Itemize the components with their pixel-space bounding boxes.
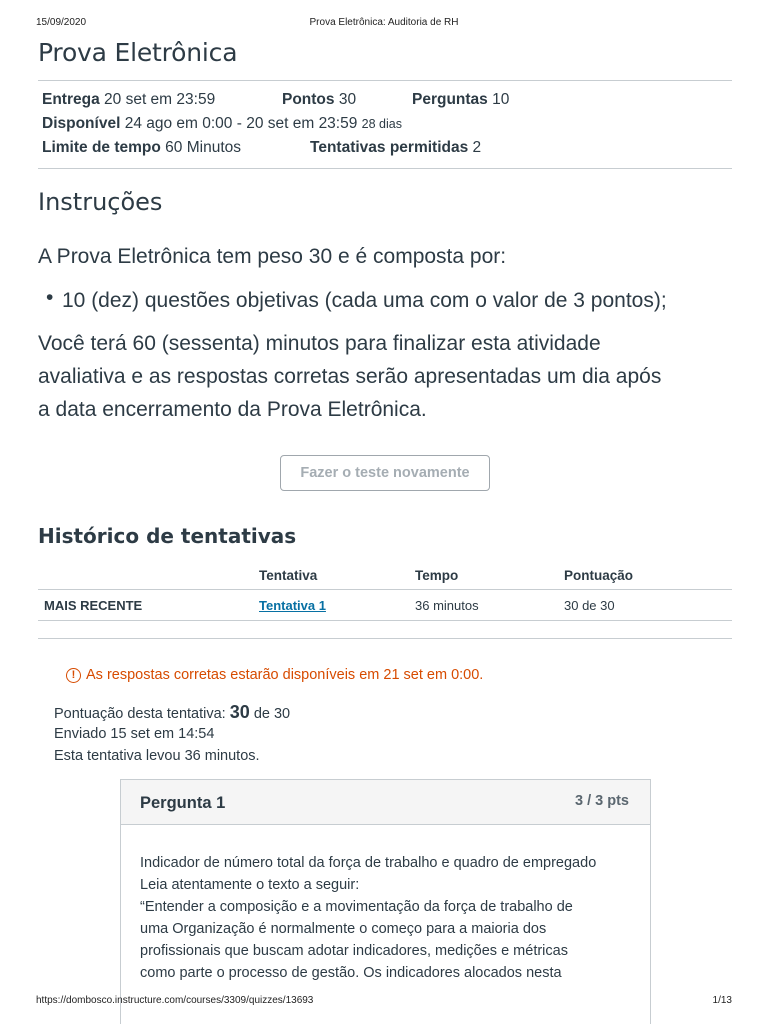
history-table-header — [38, 564, 732, 590]
question-header — [121, 780, 650, 825]
print-date: 15/09/2020 — [36, 17, 87, 28]
question-line: profissionais que buscam adotar indicadores, medições e métricas — [140, 943, 568, 959]
question-title: Pergunta 1 — [140, 794, 226, 812]
instructions-title: Instruções — [38, 188, 163, 216]
disponivel-days: 28 dias — [361, 117, 402, 131]
page-number: 1/13 — [712, 995, 732, 1006]
most-recent-label: MAIS RECENTE — [44, 598, 143, 613]
divider — [38, 638, 732, 639]
instructions-line: avaliativa e as respostas corretas serão apresentadas um dia após — [38, 365, 662, 388]
perguntas-block — [412, 91, 509, 109]
tentativas-block — [310, 139, 481, 157]
disponivel-label: Disponível — [42, 115, 121, 132]
table-row — [38, 590, 732, 621]
instructions-line: Você terá 60 (sessenta) minutos para finalizar esta atividade — [38, 332, 601, 355]
meta-row-1 — [42, 91, 215, 109]
question-body — [140, 852, 640, 984]
score-value: 30 — [229, 702, 250, 722]
tentativas-label: Tentativas permitidas — [310, 139, 469, 156]
column-header-attempt: Tentativa — [259, 568, 318, 583]
print-url: https://dombosco.instructure.com/courses/3309/quizzes/13693 — [36, 995, 314, 1006]
print-document-title: Prova Eletrônica: Auditoria de RH — [309, 17, 459, 28]
tentativas-value: 2 — [472, 139, 482, 156]
entrega-value: 20 set em 23:59 — [104, 91, 216, 108]
attempt-score: 30 de 30 — [564, 598, 615, 613]
divider — [38, 168, 732, 169]
pontos-label: Pontos — [282, 91, 335, 108]
limite-label: Limite de tempo — [42, 139, 161, 156]
attempt-time: 36 minutos — [415, 598, 479, 613]
submitted-time: Enviado 15 set em 14:54 — [54, 726, 215, 742]
instructions-line: a data encerramento da Prova Eletrônica. — [38, 398, 427, 421]
warning-circle-icon: ! — [66, 668, 81, 683]
divider — [38, 80, 732, 81]
attempt-score-line — [54, 702, 290, 723]
perguntas-label: Perguntas — [412, 91, 488, 108]
pontos-value: 30 — [338, 91, 357, 108]
attempt-duration: Esta tentativa levou 36 minutos. — [54, 748, 260, 764]
question-line: como parte o processo de gestão. Os indicadores alocados nesta — [140, 965, 562, 981]
disponivel-value: 24 ago em 0:00 - 20 set em 23:59 — [124, 115, 358, 132]
retake-quiz-button[interactable]: Fazer o teste novamente — [280, 455, 490, 491]
instructions-intro: A Prova Eletrônica tem peso 30 e é composta por: — [38, 245, 507, 268]
question-points: 3 / 3 pts — [575, 793, 629, 809]
print-footer — [36, 995, 732, 1009]
limite-value: 60 Minutos — [165, 139, 241, 156]
bullet-dot: • — [46, 286, 54, 309]
instructions-paragraph — [38, 327, 738, 426]
question-card — [120, 779, 651, 1024]
page-title: Prova Eletrônica — [38, 38, 238, 67]
meta-row-2 — [42, 115, 402, 133]
score-total: de 30 — [253, 706, 291, 722]
meta-row-3 — [42, 139, 241, 157]
history-title: Histórico de tentativas — [38, 524, 297, 548]
column-header-time: Tempo — [415, 568, 459, 583]
question-line: “Entender a composição e a movimentação da força de trabalho de — [140, 899, 573, 915]
answers-notice — [66, 667, 483, 683]
attempt-link[interactable]: Tentativa 1 — [259, 598, 326, 613]
print-header — [36, 17, 732, 31]
entrega-label: Entrega — [42, 91, 100, 108]
score-label: Pontuação desta tentativa: — [54, 706, 226, 722]
notice-text: As respostas corretas estarão disponíveis em 21 set em 0:00. — [86, 667, 484, 683]
question-line: uma Organização é normalmente o começo para a maioria dos — [140, 921, 547, 937]
column-header-score: Pontuação — [564, 568, 634, 583]
question-line: Indicador de número total da força de trabalho e quadro de empregado — [140, 855, 597, 871]
instructions-bullet: 10 (dez) questões objetivas (cada uma com o valor de 3 pontos); — [62, 289, 667, 312]
question-line: Leia atentamente o texto a seguir: — [140, 877, 360, 893]
pontos-block — [282, 91, 356, 109]
perguntas-value: 10 — [492, 91, 510, 108]
